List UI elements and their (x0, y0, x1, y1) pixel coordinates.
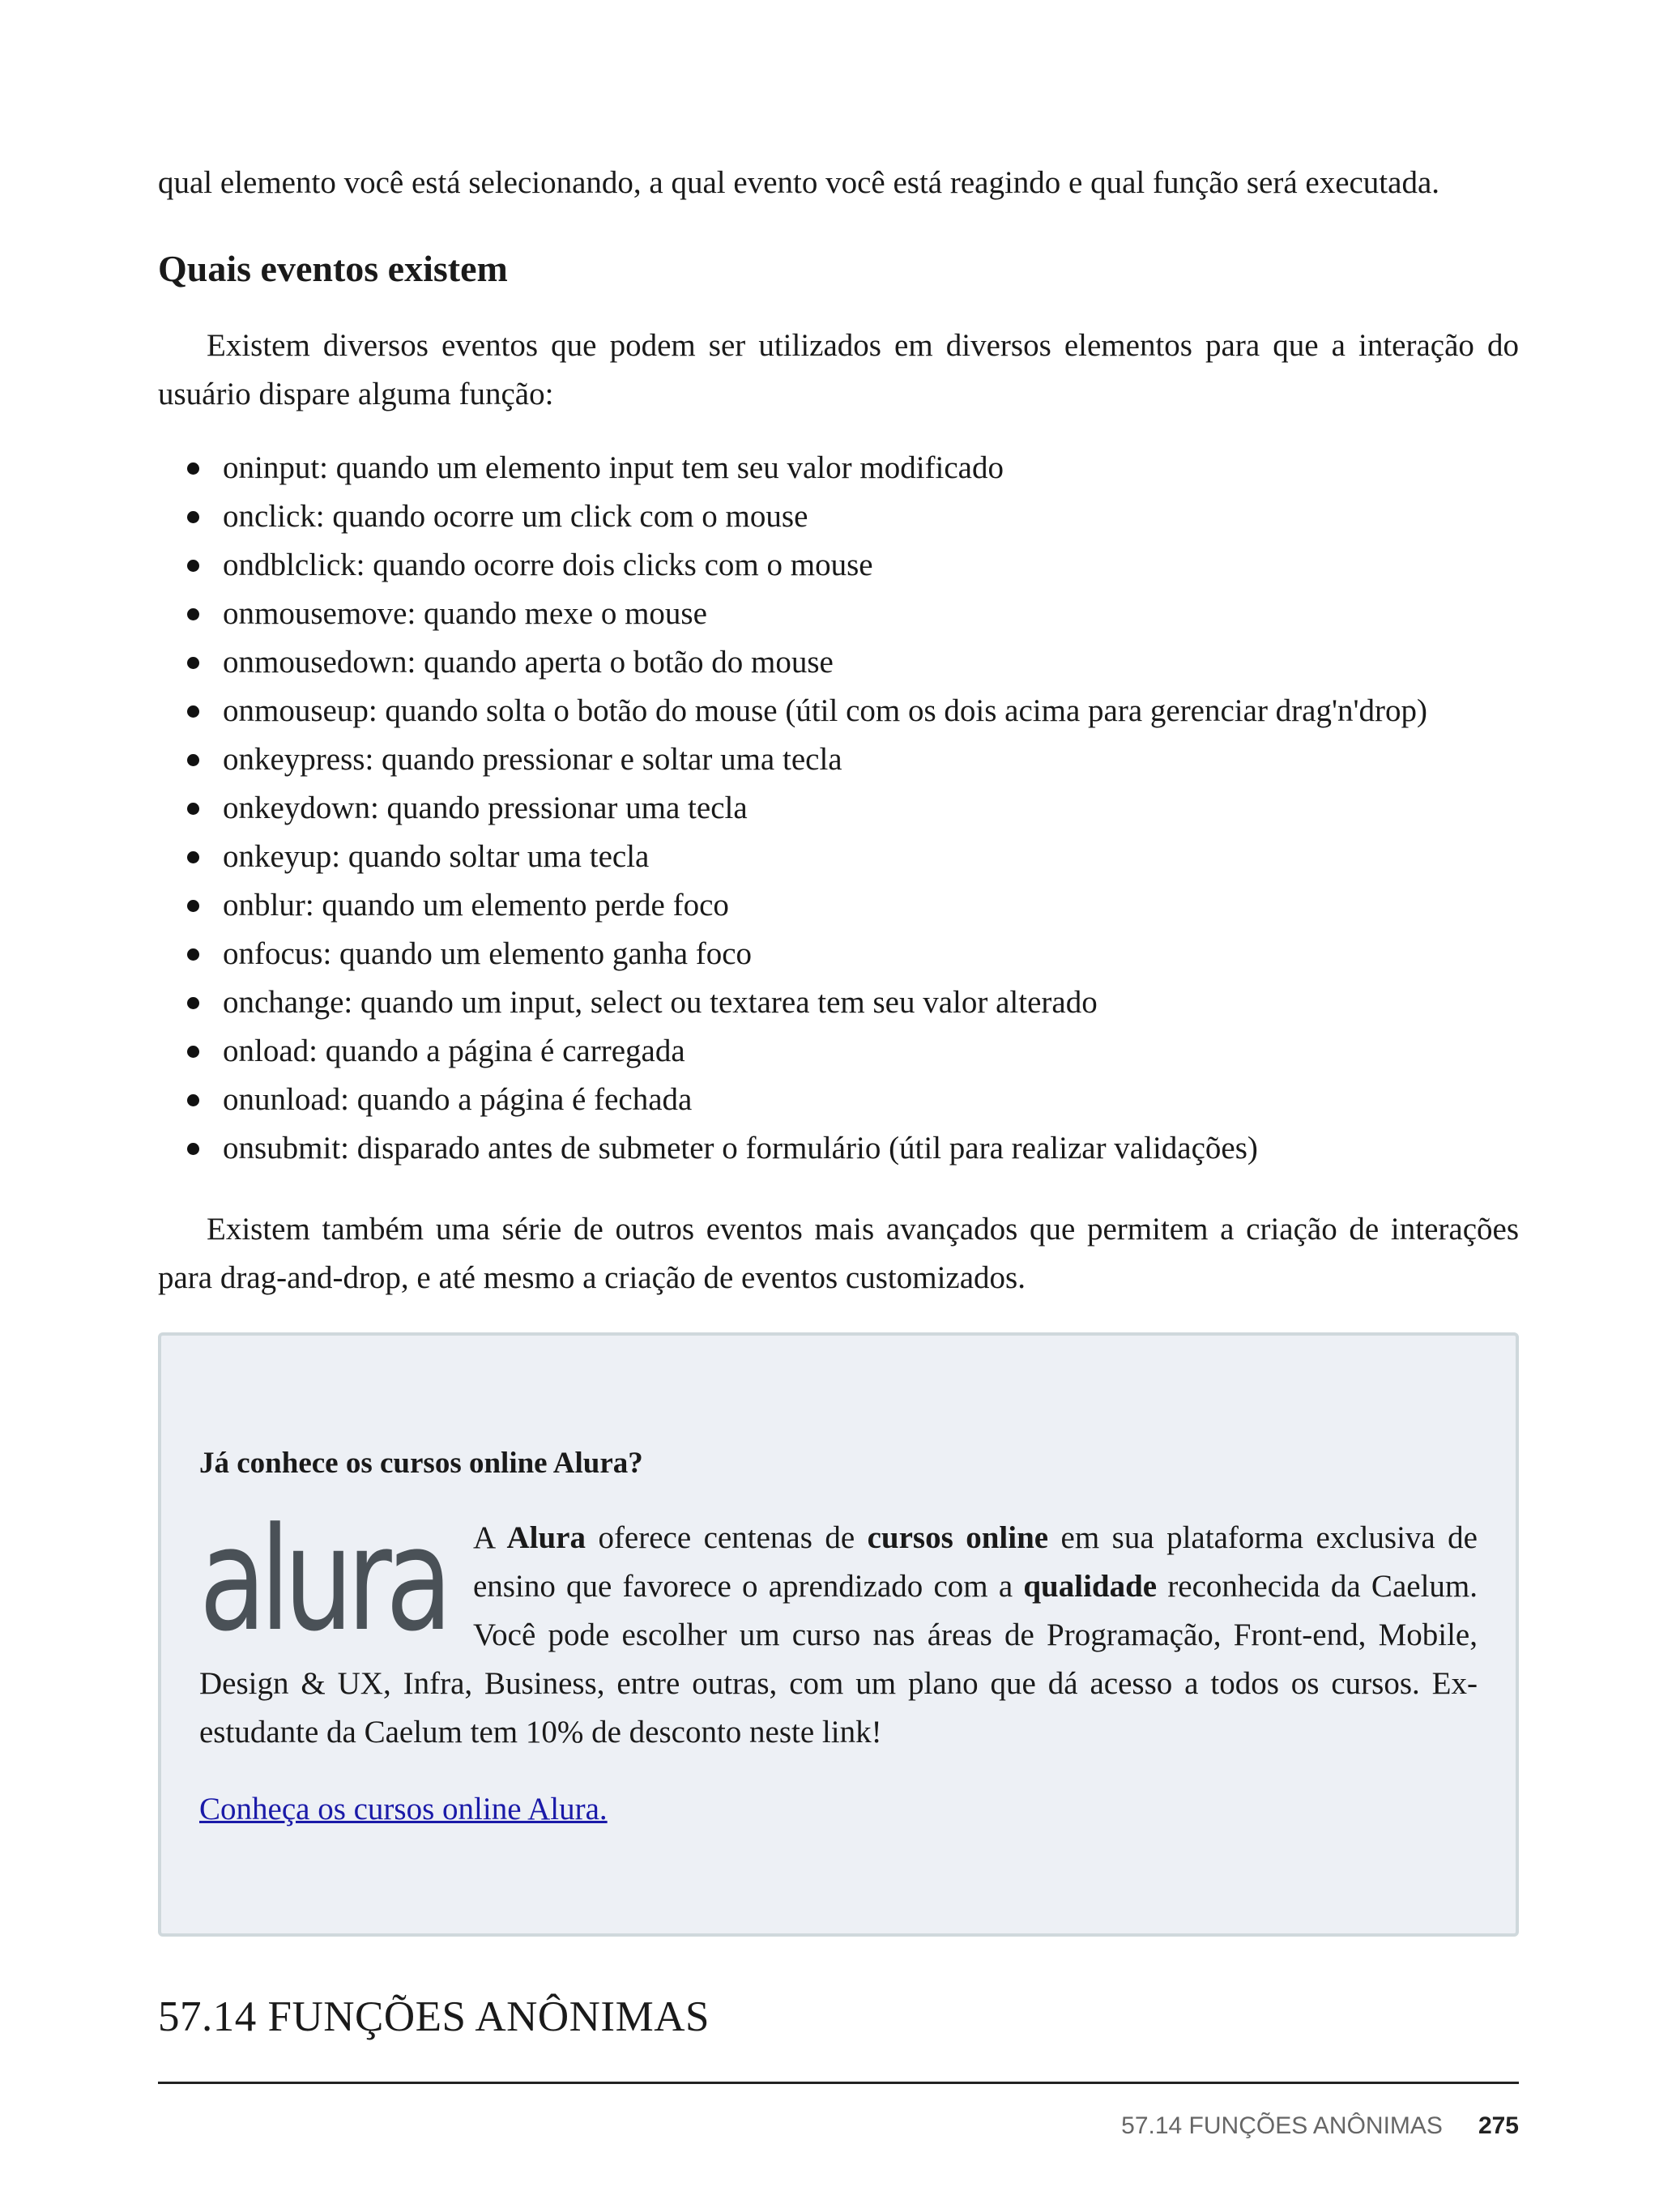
bullet-icon (187, 803, 199, 815)
list-item-text: onchange: quando um input, select ou textarea tem seu valor alterado (223, 985, 1098, 1020)
page-footer (1121, 2110, 1519, 2142)
list-item (158, 735, 1427, 784)
section-heading: Quais eventos existem (158, 248, 508, 289)
emphasis-quality: qualidade (1023, 1569, 1158, 1604)
footer-divider (158, 2082, 1519, 2084)
list-item (158, 833, 1427, 881)
bullet-icon (187, 1046, 199, 1058)
list-item-text: onkeypress: quando pressionar e soltar uma tecla (223, 742, 842, 777)
list-item-text: onfocus: quando um elemento ganha foco (223, 936, 753, 971)
bullet-icon (187, 1143, 199, 1155)
promo-body: alura A Alura oferece centenas de cursos online em sua plataforma exclusiva de ensino que favorece o aprendizado com a qualidade reconhecida da Caelum. Você pode escolher um curso nas áreas de Programação, Front-end, Mobile, Design & UX, Infra, Business, entre outras, com um plano que dá acesso a todos os cursos. Ex-estudante da Caelum tem 10% de desconto neste link! (199, 1514, 1478, 1757)
list-item-text: onclick: quando ocorre um click com o mouse (223, 499, 808, 534)
list-item-text: onsubmit: disparado antes de submeter o formulário (útil para realizar validações) (223, 1131, 1258, 1166)
bullet-icon (187, 1094, 199, 1106)
list-item (158, 444, 1427, 492)
alura-promo-box (158, 1332, 1519, 1937)
bullet-icon (187, 462, 199, 475)
list-item-text: onmousedown: quando aperta o botão do mouse (223, 645, 834, 680)
alura-logo (199, 1514, 450, 1643)
promo-title: Já conhece os cursos online Alura? (199, 1447, 643, 1480)
list-item (158, 784, 1427, 833)
bullet-icon (187, 705, 199, 718)
list-item (158, 687, 1427, 735)
alura-courses-link[interactable]: Conheça os cursos online Alura. (199, 1792, 608, 1826)
bullet-icon (187, 900, 199, 912)
list-item-text: onload: quando a página é carregada (223, 1034, 685, 1068)
list-item-text: onmousemove: quando mexe o mouse (223, 596, 707, 631)
bullet-icon (187, 560, 199, 572)
list-item-text: onblur: quando um elemento perde foco (223, 888, 729, 923)
list-item (158, 638, 1427, 687)
list-item (158, 978, 1427, 1027)
list-item (158, 541, 1427, 590)
list-item-text: onmouseup: quando solta o botão do mouse (útil com os dois acima para gerenciar drag'n'drop) (223, 693, 1428, 728)
list-item (158, 492, 1427, 541)
list-item (158, 1124, 1427, 1173)
list-item (158, 1027, 1427, 1076)
list-item (158, 590, 1427, 638)
intro-text: qual elemento você está selecionando, a qual evento você está reagindo e qual função será executada. (158, 165, 1440, 200)
bullet-icon (187, 754, 199, 766)
list-item (158, 1076, 1427, 1124)
list-item-text: ondblclick: quando ocorre dois clicks com o mouse (223, 548, 873, 582)
list-item-text: onunload: quando a página é fechada (223, 1082, 693, 1117)
list-item (158, 881, 1427, 930)
brand-name: Alura (506, 1520, 586, 1555)
chapter-heading: 57.14 FUNÇÕES ANÔNIMAS (158, 1993, 710, 2040)
footer-section-title: 57.14 FUNÇÕES ANÔNIMAS (1121, 2112, 1443, 2139)
bullet-icon (187, 851, 199, 863)
event-list (158, 444, 1427, 1173)
list-item-text: oninput: quando um elemento input tem seu valor modificado (223, 450, 1004, 485)
emphasis-online-courses: cursos online (867, 1520, 1049, 1555)
bullet-icon (187, 511, 199, 523)
bullet-icon (187, 948, 199, 961)
page-number: 275 (1478, 2112, 1519, 2139)
bullet-icon (187, 997, 199, 1009)
list-item-text: onkeyup: quando soltar uma tecla (223, 839, 650, 874)
bullet-icon (187, 657, 199, 669)
list-item-text: onkeydown: quando pressionar uma tecla (223, 791, 748, 825)
bullet-icon (187, 608, 199, 620)
list-item (158, 930, 1427, 978)
intro-paragraph: Existem diversos eventos que podem ser utilizados em diversos elementos para que a interação do usuário dispare alguma função: (158, 328, 1519, 411)
svg-text:alura: alura (199, 1514, 446, 1643)
closing-paragraph: Existem também uma série de outros eventos mais avançados que permitem a criação de interações para drag-and-drop, e até mesmo a criação de eventos customizados. (158, 1212, 1519, 1295)
